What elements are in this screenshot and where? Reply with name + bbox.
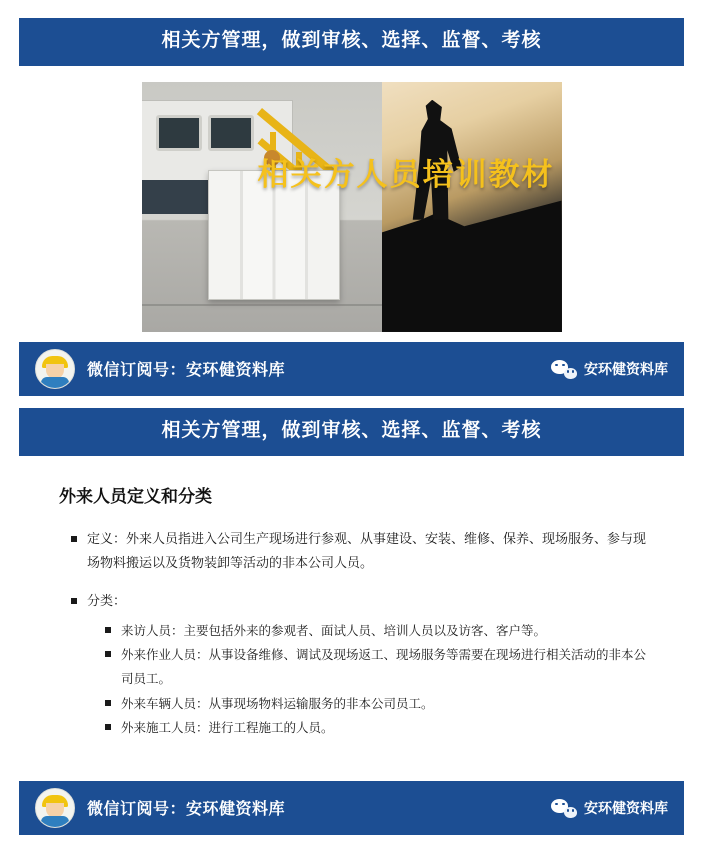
footer-right-group <box>551 359 668 379</box>
footer-account-name: 安环健资料库 <box>584 360 668 377</box>
bullet-list-level2 <box>87 619 650 741</box>
slide-cover-title-bar: 相关方管理，做到审核、选择、监督、考核 <box>19 18 684 66</box>
bullet-list-level1 <box>53 527 650 741</box>
slide-cover-body <box>19 66 684 342</box>
slide-cover <box>19 0 684 396</box>
bullet-text: 定义：外来人员指进入公司生产现场进行参观、从事建设、安装、维修、保养、现场服务、参与现场物料搬运以及货物装卸等活动的非本公司人员。 <box>87 530 647 570</box>
bullet-text: 外来作业人员：从事设备维修、调试及现场返工、现场服务等需要在现场进行相关活动的非本公司员工。 <box>121 648 647 687</box>
worker-silhouette-photo <box>382 82 562 332</box>
wechat-icon <box>551 798 577 818</box>
truck-window-icon <box>156 115 202 151</box>
footer-left-group <box>35 349 551 389</box>
bullet-text: 外来车辆人员：从事现场物料运输服务的非本公司员工。 <box>121 696 434 711</box>
truck-window-icon <box>208 115 254 151</box>
footer-subscription-text: 微信订阅号：安环健资料库 <box>87 362 286 380</box>
footer-left-group <box>35 788 551 828</box>
slide-divider <box>0 396 703 408</box>
bullet-text: 分类： <box>87 592 127 608</box>
bullet-text: 来访人员：主要包括外来的参观者、面试人员、培训人员以及访客、客户等。 <box>121 623 547 638</box>
list-item <box>105 619 650 643</box>
footer-right-group <box>551 798 668 818</box>
section-heading: 外来人员定义和分类 <box>59 486 212 506</box>
slide-definition-title-bar: 相关方管理，做到审核、选择、监督、考核 <box>19 408 684 456</box>
page-bottom-spacer <box>0 835 703 849</box>
list-item <box>105 716 650 740</box>
footer-subscription-text: 微信订阅号：安环健资料库 <box>87 801 286 819</box>
footer-account-name: 安环健资料库 <box>584 799 668 816</box>
slide-definition <box>19 408 684 835</box>
warehouse-photo <box>142 82 382 332</box>
cover-illustration <box>142 82 562 332</box>
list-item <box>71 527 650 575</box>
list-item <box>71 589 650 741</box>
slide-cover-footer <box>19 342 684 396</box>
list-item <box>105 692 650 716</box>
slide-definition-footer <box>19 781 684 835</box>
worker-avatar-icon <box>35 349 75 389</box>
cover-title: 相关方人员培训教材 <box>257 156 555 192</box>
slide-definition-body <box>19 456 684 781</box>
floor-line <box>142 304 382 306</box>
list-item <box>105 643 650 692</box>
silhouette-ground <box>382 172 562 332</box>
bullet-text: 外来施工人员：进行工程施工的人员。 <box>121 721 334 736</box>
worker-avatar-icon <box>35 788 75 828</box>
wechat-icon <box>551 359 577 379</box>
